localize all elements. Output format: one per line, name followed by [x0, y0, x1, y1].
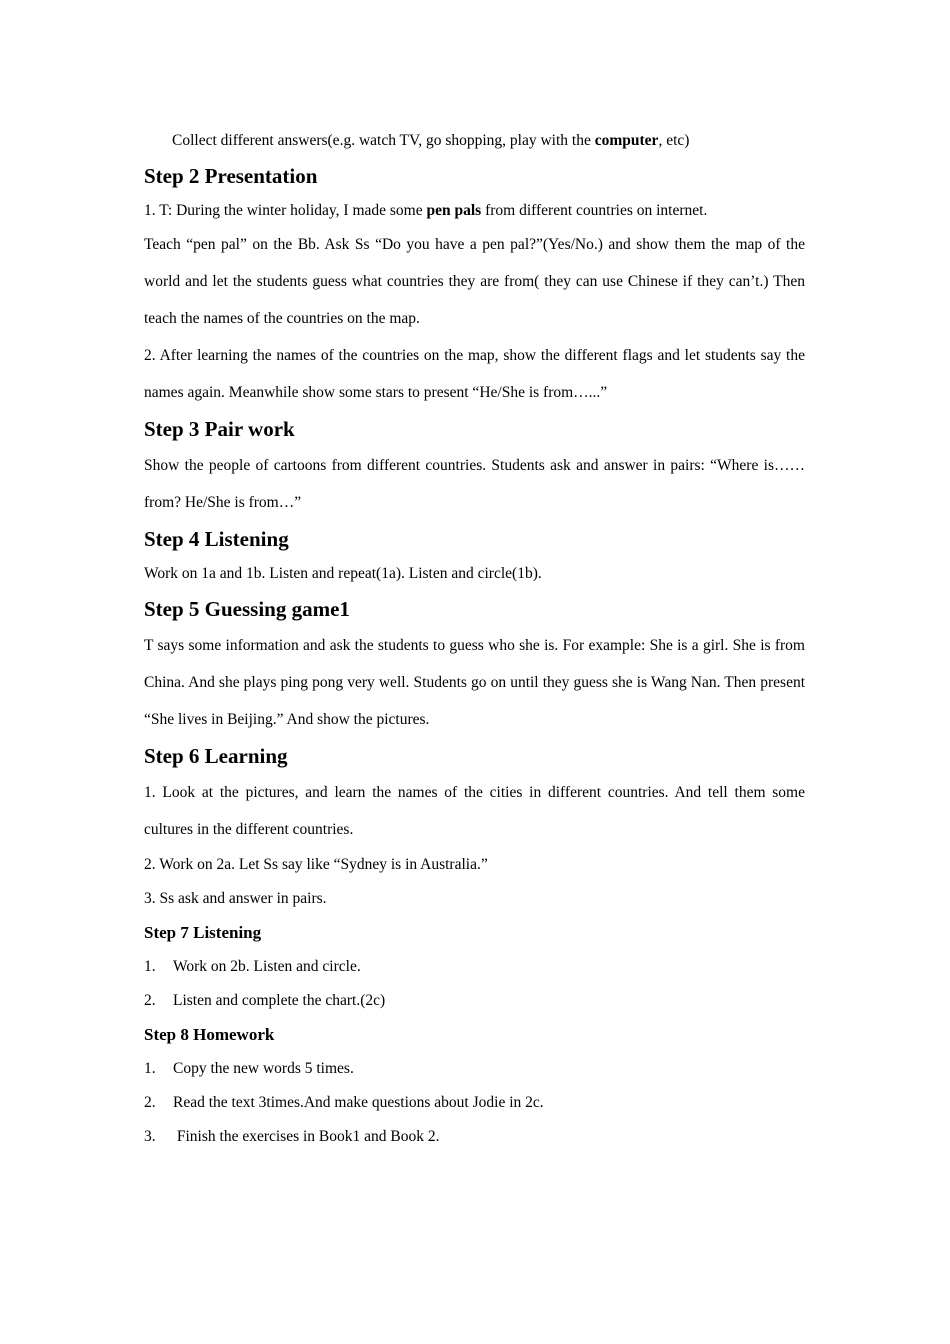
- step6-paragraph-1: 1. Look at the pictures, and learn the names of the cities in different countries. And tell them some cultures in the different countries.: [144, 784, 805, 838]
- list-item: 2. Listen and complete the chart.(2c): [144, 992, 386, 1009]
- list-item: 2. Read the text 3times.And make questions about Jodie in 2c.: [144, 1094, 544, 1111]
- list-item: 3. Finish the exercises in Book1 and Book 2.: [144, 1128, 440, 1145]
- step6-paragraph-2: 2. Work on 2a. Let Ss say like “Sydney is in Australia.”: [144, 856, 488, 873]
- list-item: 1. Work on 2b. Listen and circle.: [144, 958, 361, 975]
- step4-paragraph-1: Work on 1a and 1b. Listen and repeat(1a). Listen and circle(1b).: [144, 565, 542, 582]
- step2-paragraph-2: Teach “pen pal” on the Bb. Ask Ss “Do you have a pen pal?”(Yes/No.) and show them the map of the world and let the students guess what countries they are from( they can use Chinese if they can’t.) Then teach the names of the countries on the map.: [144, 236, 805, 327]
- intro-paragraph: Collect different answers(e.g. watch TV, go shopping, play with the computer, etc): [172, 132, 690, 149]
- step5-heading: Step 5 Guessing game1: [144, 597, 350, 621]
- step3-paragraph-1: Show the people of cartoons from different countries. Students ask and answer in pairs: “Where is……from? He/She is from…”: [144, 457, 805, 511]
- step6-heading: Step 6 Learning: [144, 744, 288, 768]
- step4-heading: Step 4 Listening: [144, 527, 289, 551]
- step5-paragraph-1: T says some information and ask the students to guess who she is. For example: She is a girl. She is from China. And she plays ping pong very well. Students go on until they guess she is Wang Nan. Then present “She lives in Beijing.” And show the pictures.: [144, 637, 805, 728]
- document-page: [144, 124, 805, 1154]
- step3-heading: Step 3 Pair work: [144, 417, 295, 441]
- step2-heading: Step 2 Presentation: [144, 164, 318, 188]
- step2-bold-term: pen pals: [426, 202, 482, 219]
- step6-paragraph-3: 3. Ss ask and answer in pairs.: [144, 890, 327, 907]
- step2-paragraph-3: 2. After learning the names of the countries on the map, show the different flags and let students say the names again. Meanwhile show some stars to present “He/She is from…...”: [144, 347, 805, 401]
- step2-paragraph-1: 1. T: During the winter holiday, I made some pen pals from different countries on internet.: [144, 202, 708, 219]
- intro-bold-word: computer: [594, 132, 659, 149]
- step7-heading: Step 7 Listening: [144, 923, 262, 942]
- step8-heading: Step 8 Homework: [144, 1025, 275, 1044]
- list-item: 1. Copy the new words 5 times.: [144, 1060, 354, 1077]
